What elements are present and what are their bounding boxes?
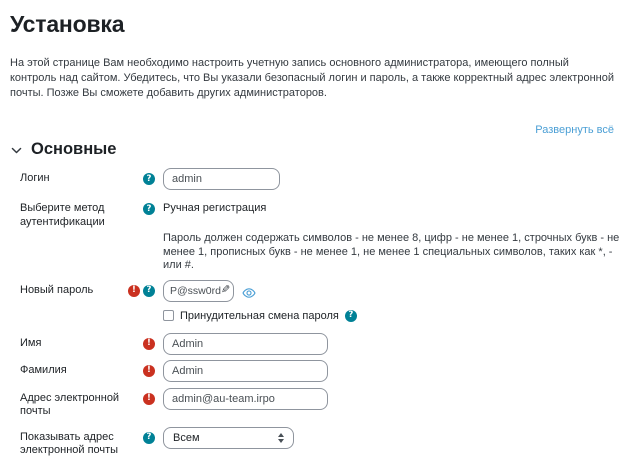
form-row-firstname [10,333,614,355]
new-password-label: Новый пароль [20,283,94,296]
form-row-lastname [10,360,614,382]
help-icon[interactable]: ? [143,203,155,215]
force-password-change-label: Принудительная смена пароля [180,309,339,322]
email-display-label: Показывать адрес электронной почты [20,430,119,456]
username-label: Логин [20,172,50,184]
lastname-label: Фамилия [20,363,67,376]
required-icon: ! [143,338,155,350]
required-icon: ! [143,365,155,377]
email-input[interactable] [163,388,328,410]
admin-account-form [10,168,620,458]
chevron-down-icon [10,144,23,157]
form-row-email-display [10,427,614,458]
expand-all-link[interactable]: Развернуть всё [535,124,614,136]
firstname-label: Имя [20,336,42,349]
reveal-password-eye-icon[interactable] [242,286,256,300]
help-icon[interactable]: ? [143,173,155,185]
form-row-new-password [10,280,614,302]
password-value: P@ssw0rd [170,284,221,297]
page-title: Установка [10,11,125,37]
auth-method-value: Ручная регистрация [163,202,267,214]
email-display-select[interactable] [163,427,294,449]
edit-pencil-icon[interactable]: ✎ [220,284,231,296]
form-row-auth-method [10,198,614,229]
form-row-username [10,168,614,190]
password-policy-text: Пароль должен содержать символов - не менее 8, цифр - не менее 1, строчных букв - не менее 1, прописных букв - не менее 1, не менее 1 специальных символов, таких как *, - или #. [163,232,620,271]
required-icon: ! [143,393,155,405]
username-input[interactable] [163,168,280,190]
help-icon[interactable]: ? [143,285,155,297]
form-row-password-policy [10,232,620,273]
form-row-force-password-change [10,309,614,322]
auth-method-label: Выберите метод аутентификации [20,202,105,228]
required-icon: ! [128,285,140,297]
expand-all-row [10,120,614,136]
help-icon[interactable]: ? [143,432,155,444]
lastname-input[interactable] [163,360,328,382]
section-header-general[interactable] [10,140,614,159]
password-unmask-field[interactable] [163,280,234,302]
help-icon[interactable]: ? [345,310,357,322]
email-display-selected-value: Всем [173,431,200,444]
firstname-input[interactable] [163,333,328,355]
intro-text: На этой странице Вам необходимо настроить учетную запись основного администратора, имеющего полный контроль над сайтом. Убедитесь, что Вы указали безопасный логин и пароль, а также корректный адрес электронной почты. Позже Вы сможете добавить других администраторов. [10,57,614,99]
email-label: Адрес электронной почты [20,391,120,417]
section-title: Основные [31,140,117,158]
select-arrows-icon [278,433,284,443]
force-password-change-checkbox[interactable] [163,310,174,321]
